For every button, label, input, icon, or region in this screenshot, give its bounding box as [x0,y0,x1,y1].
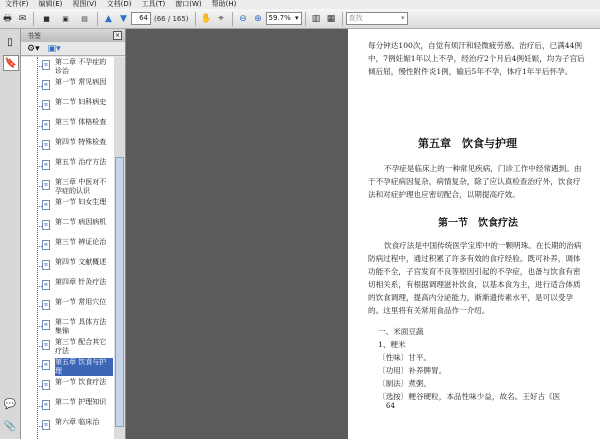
toolbar [0,9,600,29]
bookmark-item[interactable] [21,258,114,276]
zoom-in-icon[interactable]: ⊕ [254,13,262,24]
menu-edit[interactable]: 编辑(E) [38,0,63,8]
bookmark-label: 第一节 妇女生理 [55,198,107,206]
bookmark-label: 第二节 护理知识 [55,398,107,406]
page-number: 64 [386,402,395,410]
menu-bar [0,0,600,9]
zoom-out-icon[interactable]: ⊖ [239,13,247,24]
menu-window[interactable]: 窗口(W) [175,0,202,8]
property-line: 〔功用〕补养脾胃。 [378,366,447,375]
toolbar-divider [195,12,196,26]
bookmark-page-icon: ≡ [43,162,49,168]
bookmark-label: 第三节 配合其它疗法 [55,338,107,355]
bookmark-page-icon: ≡ [43,382,49,388]
expand-icon[interactable]: ▣▾ [47,43,61,54]
bookmark-page-icon: ≡ [43,402,49,408]
attachment-icon[interactable]: 📎 [3,420,17,432]
bookmark-label: 第二节 具体方法集锦 [55,318,107,335]
find-placeholder: 查找 [348,14,363,22]
menu-file[interactable]: 文件(F) [5,0,29,8]
bookmark-page-icon: ≡ [43,322,49,328]
bookmark-page-icon: ≡ [43,182,49,188]
bookmark-label: 第四节 文献概述 [55,258,107,266]
bookmark-page-icon: ≡ [43,222,49,228]
bookmark-page-icon: ≡ [43,342,49,348]
bookmark-item[interactable] [21,398,114,416]
toolbar-divider [232,12,233,26]
bookmark-item[interactable] [21,78,114,96]
page-number-input[interactable]: 64 [131,12,151,25]
bookmark-page-icon: ≡ [43,102,49,108]
print-icon[interactable]: 🖶 [3,13,12,24]
fit-page-icon[interactable]: ▥ [311,13,321,24]
bookmark-page-icon: ≡ [43,242,49,248]
chevron-down-icon: ▾ [401,14,405,22]
menu-document[interactable]: 文档(D) [106,0,132,8]
hand-tool-icon[interactable]: ✋ [200,13,212,24]
bookmark-item[interactable] [21,178,114,196]
bookmark-label: 第四章 针灸疗法 [55,278,107,286]
bookmark-page-icon: ≡ [43,282,49,288]
bookmark-page-icon: ≡ [43,262,49,268]
select-tool-icon[interactable]: ⌖ [218,13,224,24]
tb-export[interactable]: ▤ [81,14,88,23]
bookmark-item[interactable] [21,318,114,336]
toolbar-divider [305,12,306,26]
bookmarks-tab-icon[interactable]: 🔖 [3,55,19,71]
bookmark-item[interactable] [21,358,114,376]
panel-title: 书签 [27,31,41,40]
navigation-tabs [0,29,21,439]
bookmark-item[interactable] [21,218,114,236]
bookmark-page-icon: ≡ [43,302,49,308]
bookmark-item[interactable] [21,58,114,76]
chevron-down-icon: ▾ [295,14,299,22]
bookmark-item[interactable] [21,298,114,316]
menu-view[interactable]: 视图(V) [72,0,97,8]
bookmark-label: 第三章 中医对不孕症的认识 [55,178,107,195]
close-icon[interactable]: × [114,32,121,39]
bookmark-label: 第四节 特殊检查 [55,138,107,146]
bookmark-page-icon: ≡ [43,422,49,428]
property-line: 〔性味〕甘平。 [378,353,432,362]
document-page [348,29,600,439]
bookmark-item[interactable] [21,378,114,396]
toolbar-divider [97,12,98,26]
bookmark-item[interactable] [21,138,114,156]
bookmark-page-icon: ≡ [43,62,49,68]
panel-header [21,29,125,42]
bookmark-label: 第三节 体格检查 [55,118,107,126]
email-icon[interactable]: ✉ [18,13,27,24]
bookmark-item[interactable] [21,158,114,176]
property-line: 〔制法〕煮粥。 [378,379,432,388]
tb-save[interactable]: ■ [43,14,50,23]
bookmarks-panel [21,29,126,439]
previous-page-area [126,29,346,439]
bookmark-item[interactable] [21,418,114,436]
bookmark-label: 第二章 不孕症的诊治 [55,58,107,75]
tb-open[interactable]: ▣ [62,14,69,23]
bookmark-item[interactable] [21,338,114,356]
chapter-paragraph: 不孕症是临床上的一种常见疾病，门诊工作中经常遇到。由于不孕症病因复杂，病情复杂，除了应认真检查治疗外，饮食疗法和对症护理也应密切配合，以期提高疗效。 [368,164,582,199]
toolbar-divider [33,12,34,26]
bookmark-page-icon: ≡ [43,142,49,148]
panel-scrollbar[interactable] [114,57,125,439]
section-title: 第一节 饮食疗法 [438,218,518,229]
menu-tools[interactable]: 工具(T) [141,0,166,8]
bookmark-label: 第一节 饮食疗法 [55,378,107,386]
bookmark-item[interactable] [21,198,114,216]
bookmark-label: 第一节 常用穴位 [55,298,107,306]
bookmark-item[interactable] [21,98,114,116]
bookmark-label: 第二节 妇科病史 [55,98,107,106]
bookmark-label: 第六章 临床治 [55,418,100,426]
options-icon[interactable]: ⚙▾ [27,43,40,54]
bookmark-page-icon: ≡ [43,122,49,128]
bookmark-label: 第一节 常见病因 [55,78,107,86]
prev-page-icon[interactable]: ▲ [105,13,112,24]
find-input[interactable] [346,12,408,25]
bookmark-item[interactable] [21,278,114,296]
property-line: 〔选按〕粳谷硬粒，本品性味少益，故名。王好古《医 [378,392,561,401]
list-item: 1、粳米 [378,340,406,349]
bookmark-label: 第五章 饮食与护理 [55,358,113,376]
panel-toolbar [21,42,125,56]
next-page-icon[interactable]: ▼ [120,13,127,24]
pages-tab-icon[interactable]: ▯ [7,36,13,48]
zoom-select[interactable] [266,12,302,25]
bookmark-tree [21,57,114,439]
chapter-title: 第五章 饮食与护理 [418,137,517,150]
bookmark-page-icon: ≡ [43,362,49,368]
zoom-value: 59.7% [268,14,291,22]
top-paragraph: 每分钟达100次，自觉有烦汗和轻微疲劳感。治疗后，已满44例中，7例妊娠1年以上不孕，经治疗2个月后4例妊娠，均为子宫后倾后屈，慢性附件炎1例，输后5年不孕，体疗1年半后怀孕。 [368,41,585,76]
list-heading: 一、米面豆蔬 [378,327,424,336]
page-count: (66 / 165) [154,14,189,23]
scroll-thumb[interactable] [115,157,124,427]
toolbar-divider [342,12,343,26]
bookmark-label: 第三节 辨证论治 [55,238,107,246]
bookmark-label: 第五节 治疗方法 [55,158,107,166]
fit-width-icon[interactable]: ▦ [326,13,336,24]
bookmark-item[interactable] [21,118,114,136]
bookmark-label: 第二节 病因病机 [55,218,107,226]
menu-help[interactable]: 帮助(H) [211,0,237,8]
section-paragraph: 饮食疗法是中国传统医学宝库中的一颗明珠。在长期的治病防病过程中，通过积累了许多有效的食疗经验。既可补养，调体功能不全，子宫发育不良等原因引起的不孕症，也备与饮食有密切相关系，有根据调理滋补饮食，以基本食为主，进行适合体质的饮食调理，提高内分泌能力，渐渐遗传素水平，是可以受孕的。这里将有关常用食品作一介绍。 [368,241,582,315]
bookmark-item[interactable] [21,238,114,256]
bookmark-page-icon: ≡ [43,82,49,88]
comments-icon[interactable]: 💬 [3,398,17,410]
bookmark-page-icon: ≡ [43,202,49,208]
